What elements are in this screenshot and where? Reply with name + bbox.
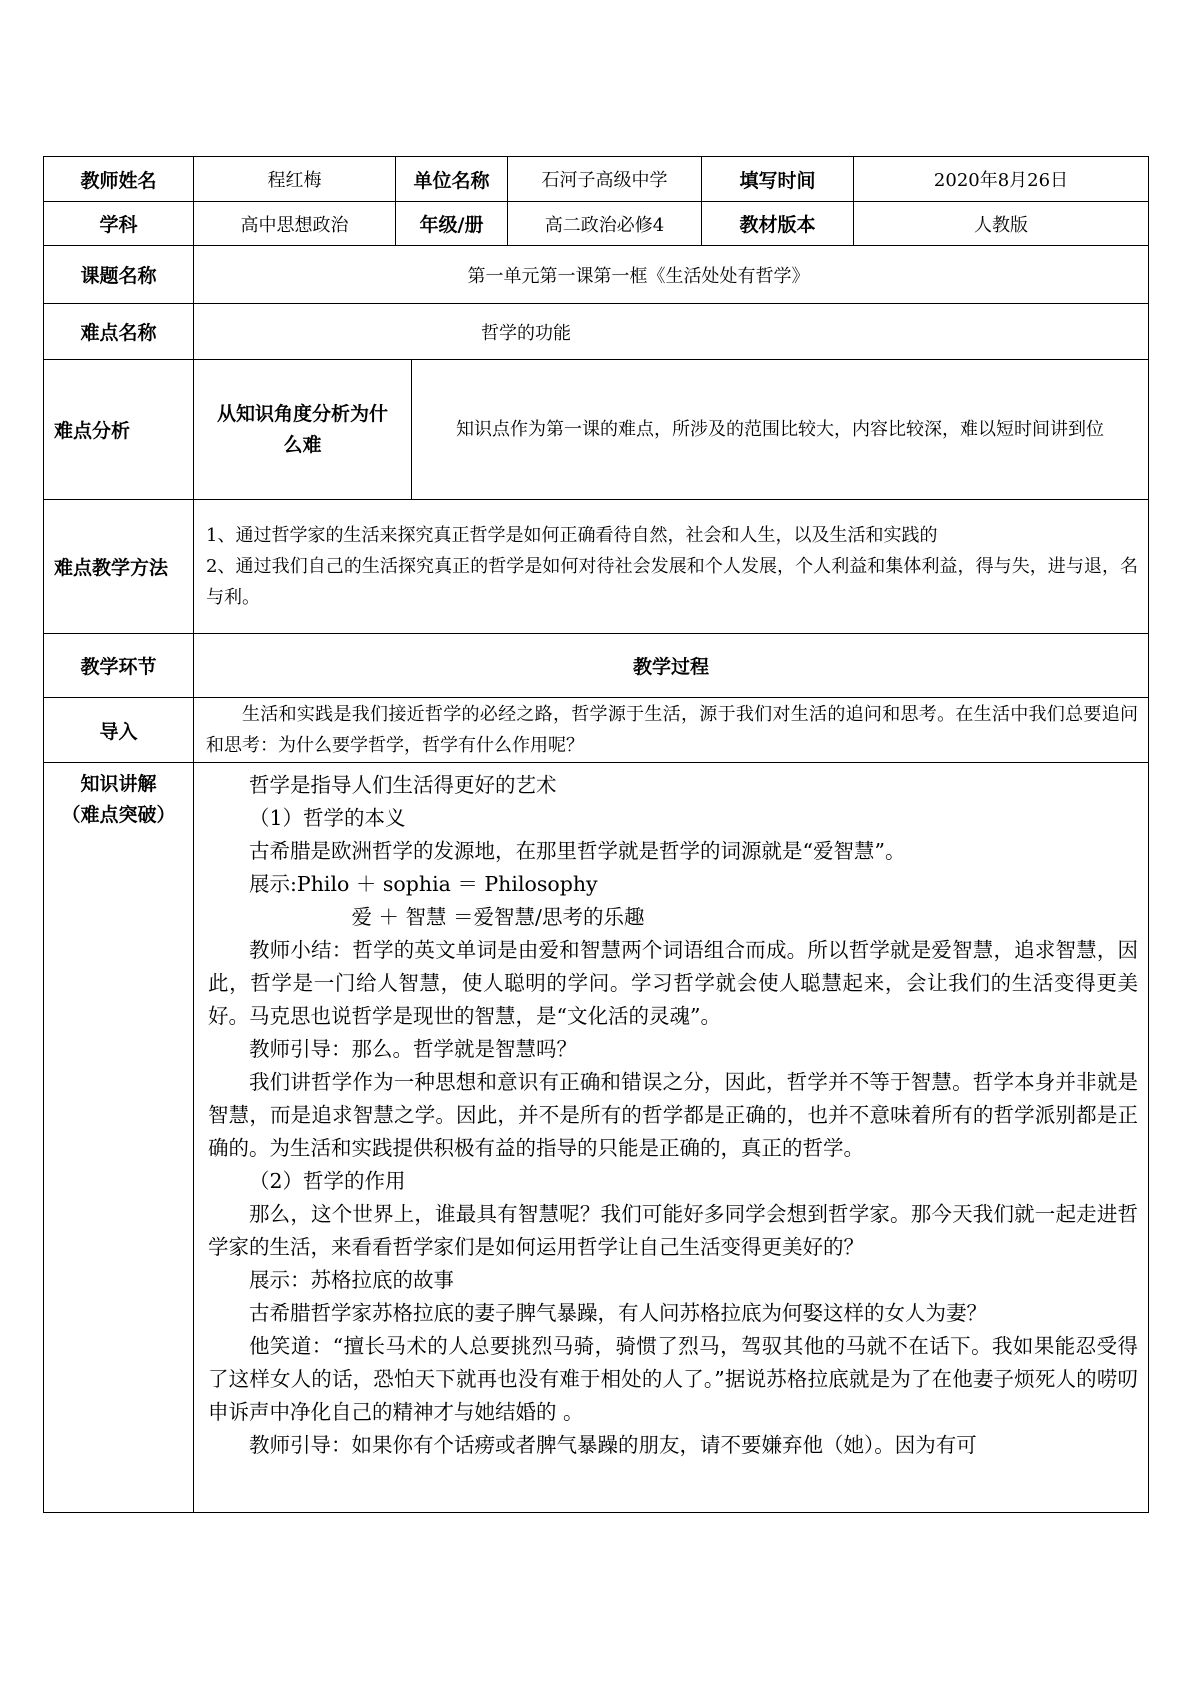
intro-text: 生活和实践是我们接近哲学的必经之路，哲学源于生活，源于我们对生活的追问和思考。在生活中我们总要追问和思考：为什么要学哲学，哲学有什么作用呢？ [194,698,1149,763]
grade-label: 年级/册 [396,202,508,246]
topic-label: 课题名称 [44,246,194,304]
edition-label: 教材版本 [702,202,854,246]
knowledge-paragraph: 展示:Philo ＋ sophia ＝ Philosophy [249,872,598,896]
edition-value: 人教版 [854,202,1149,246]
process-header-row [44,634,1149,698]
unit-name-label: 单位名称 [396,157,508,202]
knowledge-label-line-1: 知识讲解 [80,773,157,795]
knowledge-paragraph: 展示：苏格拉底的故事 [249,1268,454,1292]
topic-row [44,246,1149,304]
method-line-2: 2、通过我们自己的生活探究真正的哲学是如何对待社会发展和个人发展，个人利益和集体利益，得与失，进与退，名与利。 [206,556,1139,608]
knowledge-paragraph: 教师引导：那么。哲学就是智慧吗？ [249,1037,577,1061]
knowledge-paragraph: （1）哲学的本义 [249,806,406,830]
knowledge-paragraph: 爱 ＋ 智慧 ＝爱智慧/思考的乐趣 [351,905,645,929]
knowledge-paragraph: 那么，这个世界上，谁最具有智慧呢？我们可能好多同学会想到哲学家。那今天我们就一起走进哲学家的生活，来看看哲学家们是如何运用哲学让自己生活变得更美好的？ [208,1202,1139,1259]
analysis-row [44,360,1149,500]
topic-value: 第一单元第一课第一框《生活处处有哲学》 [194,246,1149,304]
knowledge-paragraph: 我们讲哲学作为一种思想和意识有正确和错误之分，因此，哲学并不等于智慧。哲学本身并非就是智慧，而是追求智慧之学。因此，并不是所有的哲学都是正确的，也并不意味着所有的哲学派别都是正确的。为生活和实践提供积极有益的指导的只能是正确的，真正的哲学。 [208,1070,1139,1160]
method-line-1: 1、通过哲学家的生活来探究真正哲学是如何正确看待自然，社会和人生，以及生活和实践的 [206,525,938,546]
knowledge-paragraph: 教师小结：哲学的英文单词是由爱和智慧两个词语组合而成。所以哲学就是爱智慧，追求智慧，因此，哲学是一门给人智慧，使人聪明的学问。学习哲学就会使人聪慧起来，会让我们的生活变得更美好。马克思也说哲学是现世的智慧，是“文化活的灵魂”。 [208,938,1139,1028]
method-row [44,500,1149,634]
method-text [194,500,1149,634]
knowledge-label-line-2: （难点突破） [61,804,176,826]
knowledge-row [44,763,1149,1513]
intro-row [44,698,1149,763]
header-row-1 [44,157,1149,202]
fill-date-value: 2020年8月26日 [854,157,1149,202]
knowledge-paragraph: 古希腊是欧洲哲学的发源地，在那里哲学就是哲学的词源就是“爱智慧”。 [249,839,906,863]
knowledge-paragraph: （2）哲学的作用 [249,1169,406,1193]
intro-label: 导入 [44,698,194,763]
knowledge-paragraph: 他笑道：“擅长马术的人总要挑烈马骑，骑惯了烈马，驾驭其他的马就不在话下。我如果能忍受得了这样女人的话，恐怕天下就再也没有难于相处的人了。”据说苏格拉底就是为了在他妻子烦死人的唠叨申诉声中净化自己的精神才与她结婚的 。 [208,1334,1139,1424]
difficulty-label: 难点名称 [44,304,194,360]
knowledge-paragraph: 古希腊哲学家苏格拉底的妻子脾气暴躁，有人问苏格拉底为何娶这样的女人为妻？ [249,1301,987,1325]
subject-value: 高中思想政治 [194,202,396,246]
unit-name-value: 石河子高级中学 [508,157,702,202]
method-label: 难点教学方法 [44,500,194,634]
teaching-stage-label: 教学环节 [44,634,194,698]
teacher-name-label: 教师姓名 [44,157,194,202]
knowledge-label [44,763,194,1513]
knowledge-content [194,763,1149,1513]
fill-date-label: 填写时间 [702,157,854,202]
difficulty-row [44,304,1149,360]
header-row-2 [44,202,1149,246]
analysis-text: 知识点作为第一课的难点，所涉及的范围比较大，内容比较深，难以短时间讲到位 [412,360,1149,500]
knowledge-body [194,769,1148,1462]
teacher-name-value: 程红梅 [194,157,396,202]
teaching-process-label: 教学过程 [194,634,1149,698]
subject-label: 学科 [44,202,194,246]
lesson-plan-table [43,156,1149,1513]
grade-value: 高二政治必修4 [508,202,702,246]
knowledge-paragraph: 哲学是指导人们生活得更好的艺术 [249,773,557,797]
analysis-label: 难点分析 [44,360,194,500]
difficulty-value: 哲学的功能 [194,304,1149,360]
analysis-sub-label: 从知识角度分析为什么难 [194,360,412,500]
knowledge-paragraph: 教师引导：如果你有个话痨或者脾气暴躁的朋友，请不要嫌弃他（她）。因为有可 [249,1433,977,1457]
